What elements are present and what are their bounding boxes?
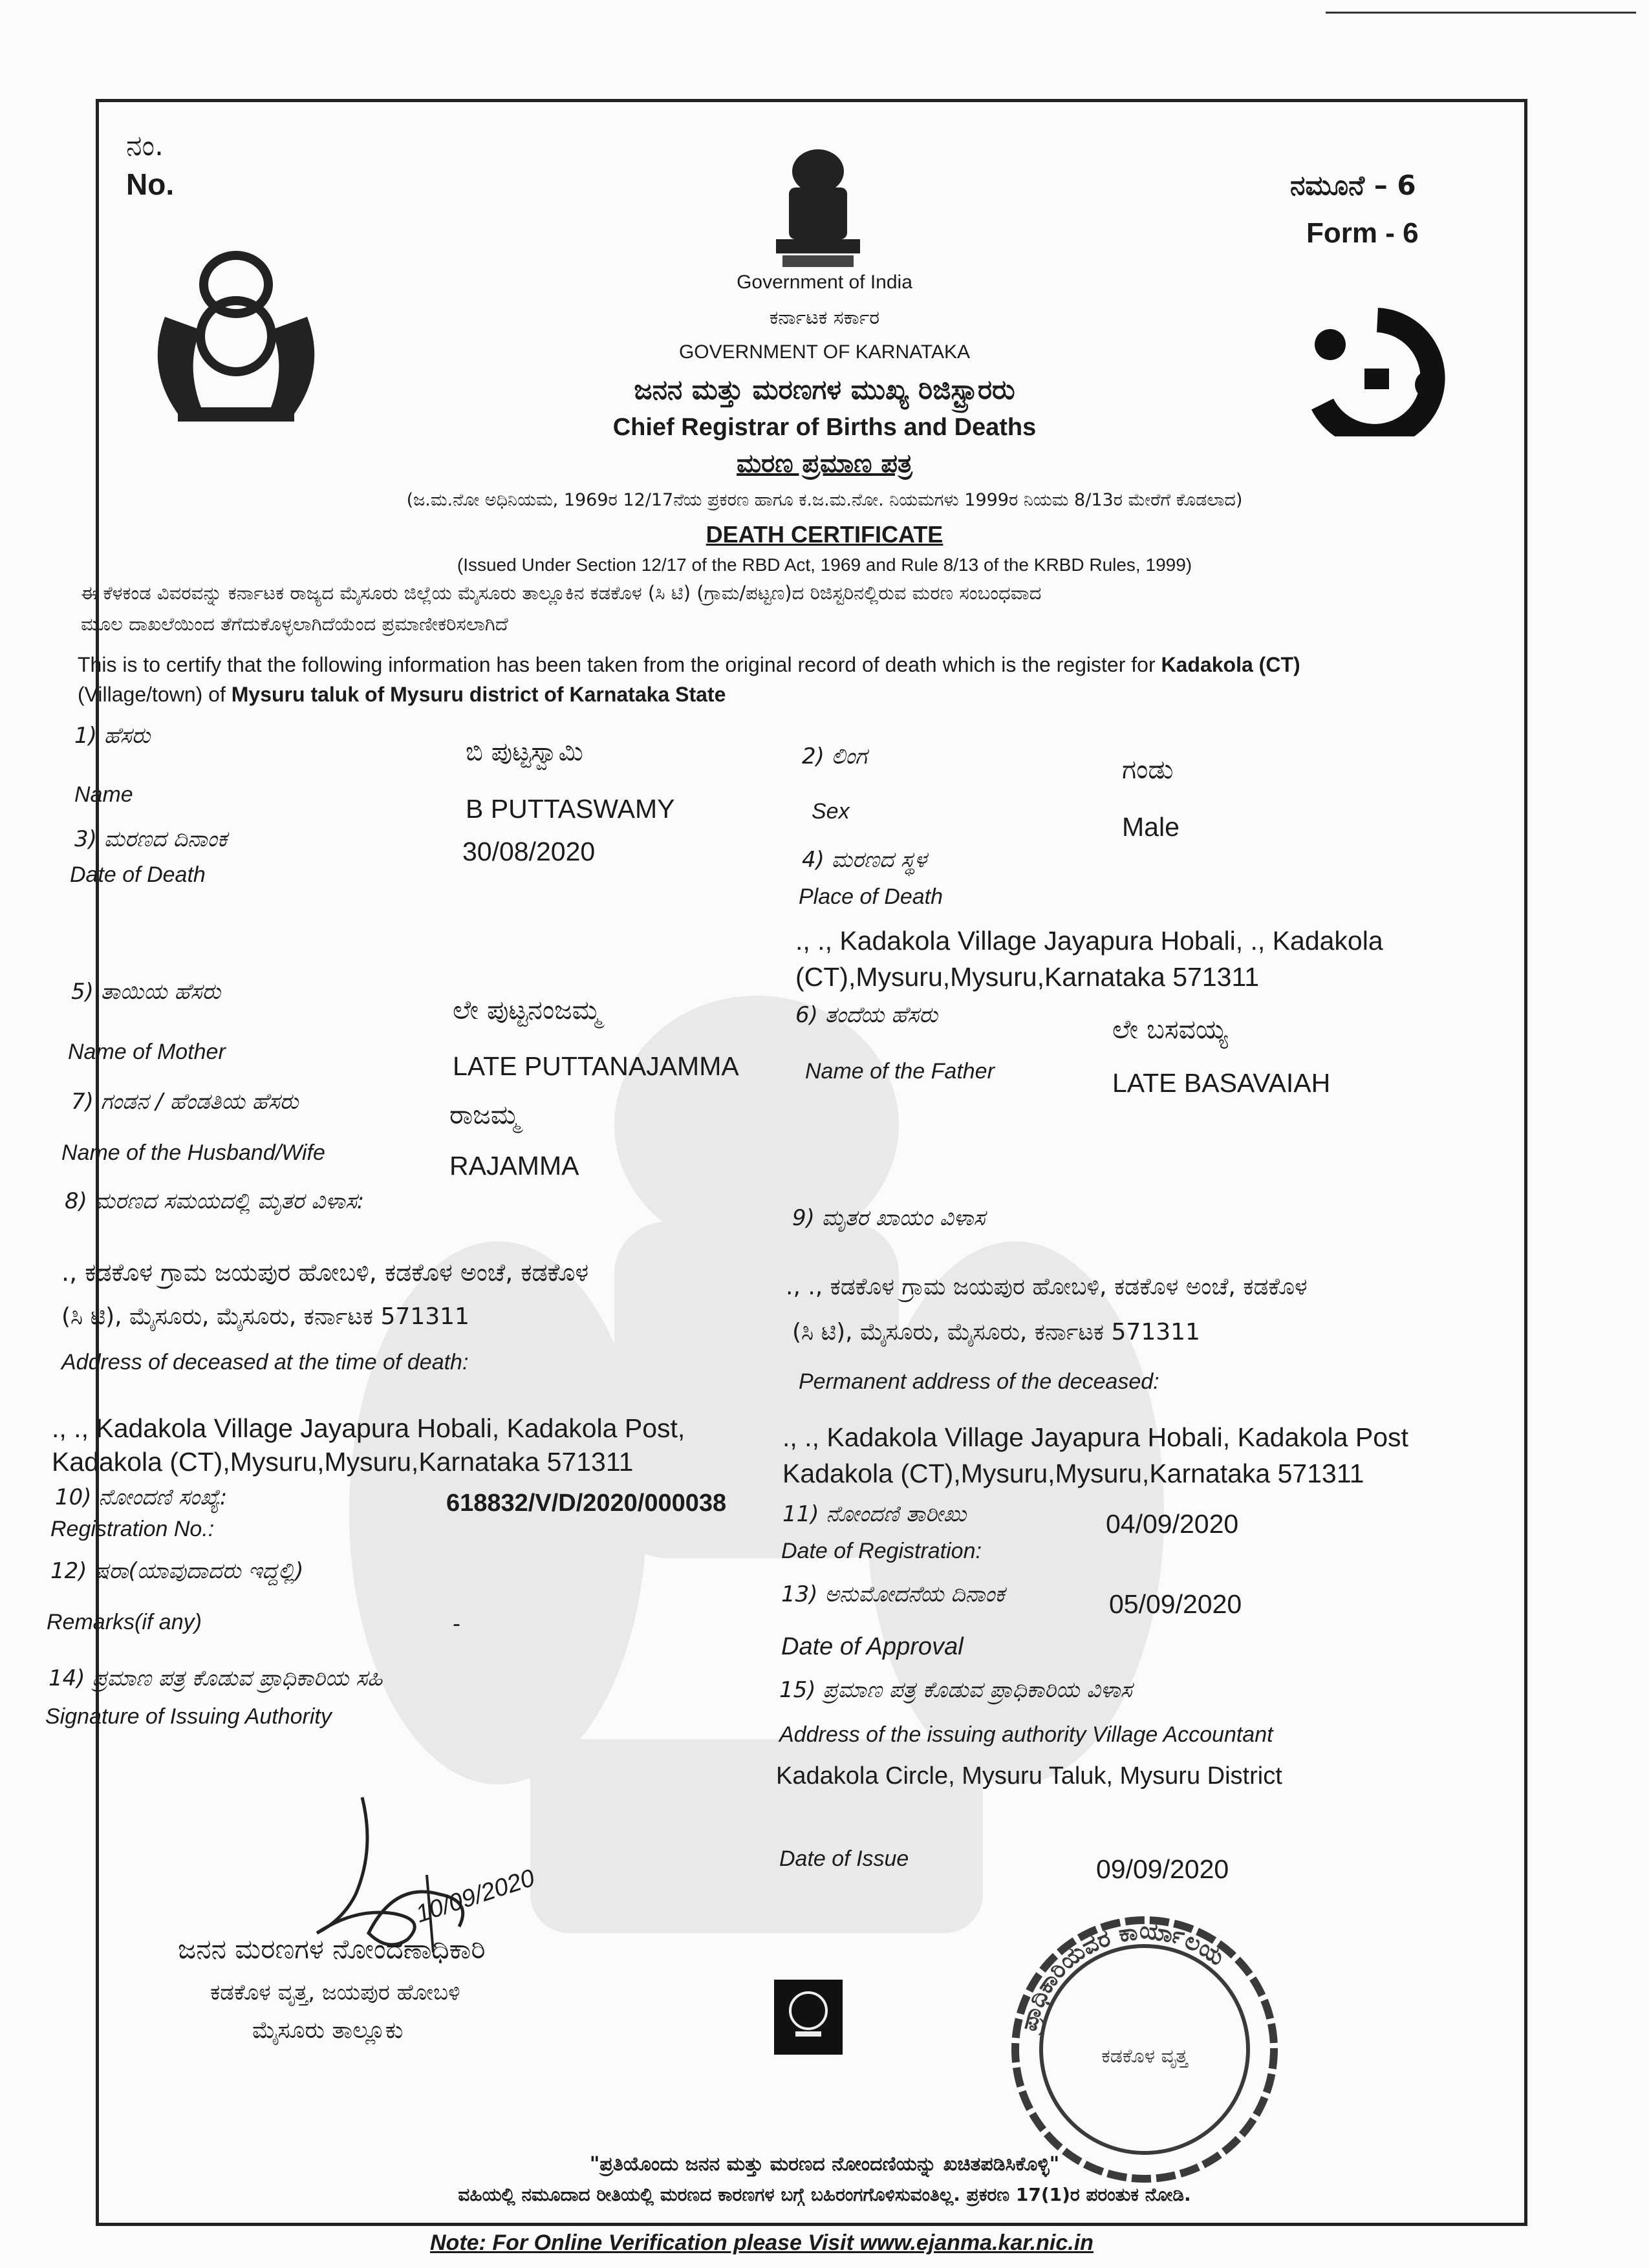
seal-line3: ಮೈಸೂರು ತಾಲ್ಲೂಕು bbox=[252, 2017, 404, 2044]
perm-kn-line1: ., ., ಕಡಕೊಳ ಗ್ರಾಮ ಜಯಪುರ ಹೋಬಳಿ, ಕಡಕೊಳ ಅಂಚೆ, ಕಡಕೊಳ bbox=[786, 1274, 1308, 1300]
regdate-value: 04/09/2020 bbox=[1106, 1509, 1239, 1539]
remarks-label-kn: 12) ಷರಾ(ಯಾವುದಾದರು ಇದ್ದಲ್ಲಿ) bbox=[50, 1558, 304, 1584]
spouse-value-en: RAJAMMA bbox=[449, 1151, 579, 1181]
dod-label-kn: 3) ಮರಣದ ದಿನಾಂಕ bbox=[74, 826, 228, 852]
addr-kn-line1: ., ಕಡಕೊಳ ಗ್ರಾಮ ಜಯಪುರ ಹೋಬಳಿ, ಕಡಕೊಳ ಅಂಚೆ, ಕಡಕೊಳ bbox=[61, 1258, 589, 1287]
footer-kn-line1: "ಪ್ರತಿಯೊಂದು ಜನನ ಮತ್ತು ಮರಣದ ನೋಂದಣಿಯನ್ನು ಖಚಿತಪಡಿಸಿಕೊಳ್ಳಿ" bbox=[589, 2153, 1060, 2176]
father-label-en: Name of the Father bbox=[805, 1059, 995, 1084]
title-en: DEATH CERTIFICATE bbox=[706, 521, 943, 548]
addr-en-line1: ., ., Kadakola Village Jayapura Hobali, Kadakola Post, bbox=[52, 1413, 685, 1443]
perm-en-line1: ., ., Kadakola Village Jayapura Hobali, Kadakola Post bbox=[782, 1422, 1408, 1452]
perm-label-en: Permanent address of the deceased: bbox=[799, 1369, 1159, 1394]
intro-en-line2: (Village/town) of Mysuru taluk of Mysuru district of Karnataka State bbox=[78, 683, 726, 706]
approval-label-en: Date of Approval bbox=[781, 1633, 964, 1660]
footer-kn-line2: ವಹಿಯಲ್ಲಿ ನಮೂದಾದ ರೀತಿಯಲ್ಲಿ ಮರಣದ ಕಾರಣಗಳ ಬಗ್ಗೆ ಬಹಿರಂಗಗೊಳಿಸುವಂತಿಲ್ಲ. ಪ್ರಕರಣ 17(1)ರ ಪರಂತುಕ ನೋಡಿ. bbox=[458, 2184, 1191, 2205]
father-label-kn: 6) ತಂದೆಯ ಹೆಸರು bbox=[795, 1002, 938, 1028]
sex-label-kn: 2) ಲಿಂಗ bbox=[802, 744, 867, 769]
name-label-kn: 1) ಹೆಸರು bbox=[74, 723, 151, 749]
sig-label-en: Signature of Issuing Authority bbox=[45, 1704, 332, 1729]
authaddr-value: Kadakola Circle, Mysuru Taluk, Mysuru District bbox=[776, 1762, 1282, 1790]
remarks-value: - bbox=[453, 1610, 460, 1636]
mother-value-kn: ಲೇ ಪುಟ್ಟನಂಜಮ್ಮ bbox=[453, 994, 601, 1025]
authaddr-label-kn: 15) ಪ್ರಮಾಣ ಪತ್ರ ಕೊಡುವ ಪ್ರಾಧಿಕಾರಿಯ ವಿಳಾಸ bbox=[779, 1677, 1132, 1703]
regdate-label-en: Date of Registration: bbox=[781, 1539, 982, 1563]
stamp-inner-text: ಕಡಕೊಳ ವೃತ್ತ bbox=[1101, 2045, 1188, 2068]
seal-line2: ಕಡಕೊಳ ವೃತ್ತ, ಜಯಪುರ ಹೋಬಳಿ bbox=[210, 1980, 460, 2006]
signature-date: 10/09/2020 bbox=[413, 1864, 538, 1929]
no-label-en: No. bbox=[126, 167, 175, 201]
spouse-label-en: Name of the Husband/Wife bbox=[61, 1140, 325, 1165]
no-label-kn: ನಂ. bbox=[126, 129, 164, 162]
regdate-label-kn: 11) ನೋಂದಣಿ ತಾರೀಖು bbox=[782, 1501, 967, 1527]
gov-india: Government of India bbox=[737, 272, 912, 293]
father-value-en: LATE BASAVAIAH bbox=[1112, 1068, 1331, 1098]
gov-karnataka: GOVERNMENT OF KARNATAKA bbox=[678, 341, 971, 363]
sex-value-kn: ಗಂಡು bbox=[1122, 754, 1174, 785]
issue-value: 09/09/2020 bbox=[1096, 1854, 1229, 1884]
approval-label-kn: 13) ಅನುಮೋದನೆಯ ದಿನಾಂಕ bbox=[781, 1581, 1005, 1607]
dod-label-en: Date of Death bbox=[70, 862, 206, 887]
pod-label-en: Place of Death bbox=[799, 884, 943, 909]
footer-note[interactable]: Note: For Online Verification please Visit www.ejanma.kar.nic.in bbox=[430, 2231, 1094, 2255]
karnataka-sarkar: ಕರ್ನಾಟಕ ಸರ್ಕಾರ bbox=[769, 306, 880, 329]
national-emblem bbox=[763, 145, 873, 275]
chief-registrar-en: Chief Registrar of Births and Deaths bbox=[612, 414, 1037, 441]
small-emblem bbox=[773, 1978, 844, 2056]
spouse-label-kn: 7) ಗಂಡನ / ಹೆಂಡತಿಯ ಹೆಸರು bbox=[71, 1089, 299, 1115]
sig-label-kn: 14) ಪ್ರಮಾಣ ಪತ್ರ ಕೊಡುವ ಪ್ರಾಧಿಕಾರಿಯ ಸಹಿ bbox=[48, 1665, 383, 1691]
pod-value-line2: (CT),Mysuru,Mysuru,Karnataka 571311 bbox=[795, 962, 1260, 992]
dod-value: 30/08/2020 bbox=[462, 837, 596, 866]
approval-value: 05/09/2020 bbox=[1109, 1589, 1242, 1619]
perm-label-kn: 9) ಮೃತರ ಖಾಯಂ ವಿಳಾಸ bbox=[792, 1205, 986, 1231]
form-label-en: Form - 6 bbox=[1306, 217, 1419, 249]
sex-label-en: Sex bbox=[812, 799, 850, 824]
perm-en-line2: Kadakola (CT),Mysuru,Mysuru,Karnataka 571311 bbox=[782, 1459, 1364, 1488]
stamp-ring-text: ಪ್ರಾಧಿಕಾರಿಯವರ ಕಾರ್ಯಾಲಯ bbox=[1015, 1917, 1229, 2034]
mother-value-en: LATE PUTTANAJAMMA bbox=[453, 1051, 739, 1081]
perm-kn-line2: (ಸಿ ಟಿ), ಮೈಸೂರು, ಮೈಸೂರು, ಕರ್ನಾಟಕ 571311 bbox=[792, 1319, 1200, 1345]
chief-registrar-kn: ಜನನ ಮತ್ತು ಮರಣಗಳ ಮುಖ್ಯ ರಿಜಿಸ್ಟ್ರಾರರು bbox=[634, 374, 1015, 405]
top-rule bbox=[1326, 12, 1636, 14]
spouse-value-kn: ರಾಜಮ್ಮ bbox=[449, 1099, 520, 1130]
mother-label-kn: 5) ತಾಯಿಯ ಹೆಸರು bbox=[71, 979, 221, 1005]
act-en: (Issued Under Section 12/17 of the RBD Act, 1969 and Rule 8/13 of the KRBD Rules, 1999) bbox=[457, 555, 1192, 575]
issue-label: Date of Issue bbox=[779, 1846, 909, 1871]
name-label-en: Name bbox=[74, 782, 133, 807]
addr-label-en: Address of deceased at the time of death: bbox=[61, 1350, 469, 1375]
title-kn: ಮರಣ ಪ್ರಮಾಣ ಪತ್ರ bbox=[737, 449, 912, 478]
addr-en-line2: Kadakola (CT),Mysuru,Mysuru,Karnataka 571311 bbox=[52, 1447, 634, 1477]
intro-kn-line1: ಈ ಕೆಳಕಂಡ ವಿವರವನ್ನು ಕರ್ನಾಟಕ ರಾಜ್ಯದ ಮೈಸೂರು ಜಿಲ್ಲೆಯ ಮೈಸೂರು ತಾಲ್ಲೂಕಿನ ಕಡಕೊಳ (ಸಿ ಟಿ) (ಗ್ರಾಮ/ಪಟ್ಟಣ)ದ ರಿಜಿಸ್ಟರಿನಲ್ಲಿರುವ ಮರಣ ಸಂಬಂಧವಾದ bbox=[81, 582, 1042, 604]
regno-label-kn: 10) ನೋಂದಣಿ ಸಂಖ್ಯೆ: bbox=[55, 1484, 228, 1510]
act-kn: (ಜ.ಮ.ನೋ ಅಧಿನಿಯಮ, 1969ರ 12/17ನೆಯ ಪ್ರಕರಣ ಹಾಗೂ ಕ.ಜ.ಮ.ನೋ. ನಿಯಮಗಳು 1999ರ ನಿಯಮ 8/13ರ ಮೇರೆಗೆ ಕೊಡಲಾದ) bbox=[406, 490, 1243, 510]
form-label-kn: ನಮೂನೆ – 6 bbox=[1290, 169, 1416, 201]
pod-value-line1: ., ., Kadakola Village Jayapura Hobali, ., Kadakola bbox=[795, 926, 1383, 956]
sex-value-en: Male bbox=[1122, 812, 1180, 842]
regno-label-en: Registration No.: bbox=[50, 1517, 215, 1541]
office-stamp bbox=[1009, 1914, 1280, 2185]
addr-label-kn: 8) ಮರಣದ ಸಮಯದಲ್ಲಿ ಮೃತರ ವಿಳಾಸ: bbox=[65, 1188, 365, 1214]
addr-kn-line2: (ಸಿ ಟಿ), ಮೈಸೂರು, ಮೈಸೂರು, ಕರ್ನಾಟಕ 571311 bbox=[61, 1303, 469, 1330]
mother-label-en: Name of Mother bbox=[68, 1040, 226, 1064]
name-value-kn: ಬಿ ಪುಟ್ಟಸ್ವಾಮಿ bbox=[466, 737, 583, 767]
intro-en-line1: This is to certify that the following information has been taken from the original record of death which is the register for Kadakola (CT) bbox=[78, 653, 1300, 676]
regno-value: 618832/V/D/2020/000038 bbox=[446, 1490, 727, 1517]
name-value-en: B PUTTASWAMY bbox=[466, 794, 675, 824]
father-value-kn: ಲೇ ಬಸವಯ್ಯ bbox=[1112, 1014, 1228, 1045]
pod-label-kn: 4) ಮರಣದ ಸ್ಥಳ bbox=[802, 847, 927, 873]
authaddr-label-en: Address of the issuing authority Village Accountant bbox=[779, 1722, 1273, 1747]
remarks-label-en: Remarks(if any) bbox=[47, 1610, 202, 1634]
seal-line1: ಜನನ ಮರಣಗಳ ನೋಂದಣಾಧಿಕಾರಿ bbox=[178, 1933, 486, 1965]
intro-kn-line2: ಮೂಲ ದಾಖಲೆಯಿಂದ ತೆಗೆದುಕೊಳ್ಳಲಾಗಿದೆಯೆಂದ ಪ್ರಮಾಣೀಕರಿಸಲಾಗಿದೆ bbox=[81, 613, 508, 635]
